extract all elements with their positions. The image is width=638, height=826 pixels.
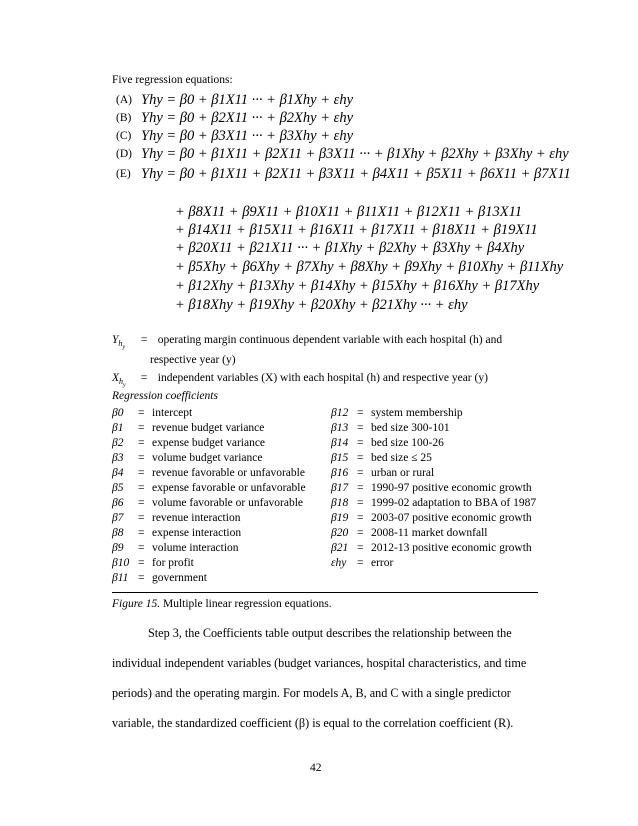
- coefficient-row: [112, 481, 306, 496]
- coefficient-row: [331, 481, 536, 496]
- equals-sign: =: [357, 482, 364, 494]
- equation-label: (D): [116, 148, 132, 160]
- page-number: 42: [310, 762, 322, 774]
- coefficient-description: bed size ≤ 25: [371, 452, 432, 464]
- coefficient-row: [112, 406, 306, 421]
- coefficient-row: [112, 571, 306, 586]
- coefficient-row: [112, 496, 306, 511]
- coefficient-description: bed size 300-101: [371, 422, 450, 434]
- coefficient-row: [331, 421, 536, 436]
- coefficient-description: expense interaction: [152, 527, 242, 539]
- coefficient-symbol: β8: [112, 527, 124, 539]
- figure-caption-text: Multiple linear regression equations.: [163, 598, 332, 610]
- coefficient-row: [331, 511, 536, 526]
- definition-x-text: independent variables (X) with each hospital (h) and respective year (y): [157, 372, 488, 384]
- caption-rule: [112, 592, 538, 593]
- coefficient-description: intercept: [152, 407, 193, 419]
- coefficient-description: 1999-02 adaptation to BBA of 1987: [371, 497, 537, 509]
- coefficient-symbol: β7: [112, 512, 124, 524]
- equals-sign: =: [138, 527, 145, 539]
- equation-line: + β14X11 + β15X11 + β16X11 + β17X11 + β18X11 + β19X11: [175, 222, 538, 238]
- coefficient-symbol: β6: [112, 497, 124, 509]
- coefficient-row: [331, 556, 536, 571]
- coefficient-symbol: β15: [331, 452, 349, 464]
- coefficient-symbol: β4: [112, 467, 124, 479]
- coefficient-symbol: εhy: [331, 557, 347, 569]
- coefficient-description: 2012-13 positive economic growth: [371, 542, 532, 554]
- equation-label: (C): [116, 130, 132, 142]
- coefficient-symbol: β0: [112, 407, 124, 419]
- coefficient-description: error: [371, 557, 394, 569]
- definition-x: $X_{h_y}$ = independent variables (X) with each hospital (h) and respective year (y): [112, 372, 488, 389]
- coefficient-row: [331, 436, 536, 451]
- figure-caption: [112, 598, 332, 610]
- coefficient-row: [112, 556, 306, 571]
- equals-sign: =: [138, 572, 145, 584]
- equation-line: Yhy = β0 + β1X11 + β2X11 + β3X11 ··· + β1Xhy + β2Xhy + β3Xhy + εhy: [141, 146, 569, 162]
- coefficient-description: 1990-97 positive economic growth: [371, 482, 532, 494]
- equation-line: Yhy = β0 + β1X11 ··· + β1Xhy + εhy: [141, 92, 354, 108]
- equals-sign: =: [357, 422, 364, 434]
- coefficient-symbol: β17: [331, 482, 349, 494]
- coefficient-description: revenue interaction: [152, 512, 241, 524]
- coefficient-symbol: β21: [331, 542, 349, 554]
- equals-sign: =: [357, 512, 364, 524]
- paragraph-line-1: Step 3, the Coefficients table output describes the relationship between the: [148, 626, 512, 640]
- coefficients-right-column: [331, 406, 536, 571]
- equation-line: Yhy = β0 + β3X11 ··· + β3Xhy + εhy: [141, 128, 354, 144]
- equation-line: Yhy = β0 + β1X11 + β2X11 + β3X11 + β4X11 + β5X11 + β6X11 + β7X11: [141, 166, 571, 182]
- coefficient-description: volume budget variance: [152, 452, 263, 464]
- coefficient-row: [112, 436, 306, 451]
- equation-line: + β8X11 + β9X11 + β10X11 + β11X11 + β12X11 + β13X11: [175, 204, 523, 220]
- coefficient-symbol: β13: [331, 422, 349, 434]
- equals-sign: =: [357, 407, 364, 419]
- coefficient-row: [112, 466, 306, 481]
- coefficient-description: bed size 100-26: [371, 437, 444, 449]
- coefficient-description: volume favorable or unfavorable: [152, 497, 304, 509]
- equals-sign: =: [357, 437, 364, 449]
- coefficient-row: [331, 526, 536, 541]
- coefficient-symbol: β5: [112, 482, 124, 494]
- equals-sign: =: [138, 512, 145, 524]
- coefficient-row: [112, 526, 306, 541]
- coefficient-symbol: β12: [331, 407, 349, 419]
- coefficient-symbol: β9: [112, 542, 124, 554]
- coefficient-description: volume interaction: [152, 542, 239, 554]
- equation-label: (E): [116, 168, 131, 180]
- definition-y-cont: respective year (y): [150, 354, 236, 366]
- equals-sign: =: [357, 497, 364, 509]
- equations-heading: Five regression equations:: [112, 74, 233, 86]
- coefficient-row: [112, 541, 306, 556]
- coefficient-symbol: β19: [331, 512, 349, 524]
- definition-y: $Y_{h_y}$ = operating margin continuous dependent variable with each hospital (h) and: [112, 334, 503, 351]
- paragraph-line-3: periods) and the operating margin. For models A, B, and C with a single predictor: [112, 686, 511, 700]
- coefficient-description: expense favorable or unfavorable: [152, 482, 306, 494]
- equation-line: Yhy = β0 + β2X11 ··· + β2Xhy + εhy: [141, 110, 354, 126]
- coefficient-symbol: β20: [331, 527, 349, 539]
- coefficient-symbol: β18: [331, 497, 349, 509]
- coefficient-description: system membership: [371, 407, 463, 419]
- coefficient-row: [112, 421, 306, 436]
- equals-sign: =: [138, 497, 145, 509]
- equation-label: (B): [116, 112, 132, 124]
- equals-sign: =: [138, 542, 145, 554]
- coefficient-symbol: β11: [112, 572, 129, 584]
- coefficient-description: for profit: [152, 557, 194, 569]
- coefficient-description: revenue favorable or unfavorable: [152, 467, 305, 479]
- coefficients-heading: Regression coefficients: [112, 390, 218, 402]
- coefficient-description: 2008-11 market downfall: [371, 527, 488, 539]
- equation-line: + β18Xhy + β19Xhy + β20Xhy + β21Xhy ··· + εhy: [175, 297, 468, 313]
- coefficient-row: [112, 511, 306, 526]
- definition-y-text: operating margin continuous dependent variable with each hospital (h) and: [157, 334, 503, 346]
- coefficient-symbol: β1: [112, 422, 124, 434]
- equals-sign: =: [138, 467, 145, 479]
- equation-label: (A): [116, 94, 132, 106]
- equals-sign: =: [138, 437, 145, 449]
- equals-sign: =: [138, 407, 145, 419]
- equals-sign: =: [138, 452, 145, 464]
- coefficient-row: [331, 406, 536, 421]
- equals-sign: =: [357, 557, 364, 569]
- equals-sign: =: [357, 452, 364, 464]
- coefficient-row: [331, 541, 536, 556]
- coefficient-description: revenue budget variance: [152, 422, 265, 434]
- equals-sign: =: [138, 422, 145, 434]
- coefficient-description: 2003-07 positive economic growth: [371, 512, 532, 524]
- equation-line: + β12Xhy + β13Xhy + β14Xhy + β15Xhy + β16Xhy + β17Xhy: [175, 278, 540, 294]
- coefficient-description: government: [152, 572, 207, 584]
- equals-sign: =: [357, 467, 364, 479]
- coefficient-description: urban or rural: [371, 467, 435, 479]
- equals-sign: =: [357, 542, 364, 554]
- coefficient-row: [112, 451, 306, 466]
- coefficient-symbol: β10: [112, 557, 130, 569]
- coefficient-description: expense budget variance: [152, 437, 266, 449]
- equation-line: + β5Xhy + β6Xhy + β7Xhy + β8Xhy + β9Xhy + β10Xhy + β11Xhy: [175, 259, 564, 275]
- coefficient-row: [331, 496, 536, 511]
- equals-sign: =: [357, 527, 364, 539]
- equation-line: + β20X11 + β21X11 ··· + β1Xhy + β2Xhy + β3Xhy + β4Xhy: [175, 240, 525, 256]
- coefficient-row: [331, 451, 536, 466]
- coefficients-left-column: [112, 406, 306, 586]
- paragraph-line-2: individual independent variables (budget variances, hospital characteristics, and time: [112, 656, 527, 670]
- coefficient-symbol: β14: [331, 437, 349, 449]
- coefficient-symbol: β3: [112, 452, 124, 464]
- coefficient-symbol: β16: [331, 467, 349, 479]
- paragraph-line-4: variable, the standardized coefficient (β) is equal to the correlation coefficient (R).: [112, 716, 514, 730]
- equals-sign: =: [138, 557, 145, 569]
- coefficient-symbol: β2: [112, 437, 124, 449]
- coefficient-row: [331, 466, 536, 481]
- figure-label: Figure 15.: [112, 598, 161, 610]
- equals-sign: =: [138, 482, 145, 494]
